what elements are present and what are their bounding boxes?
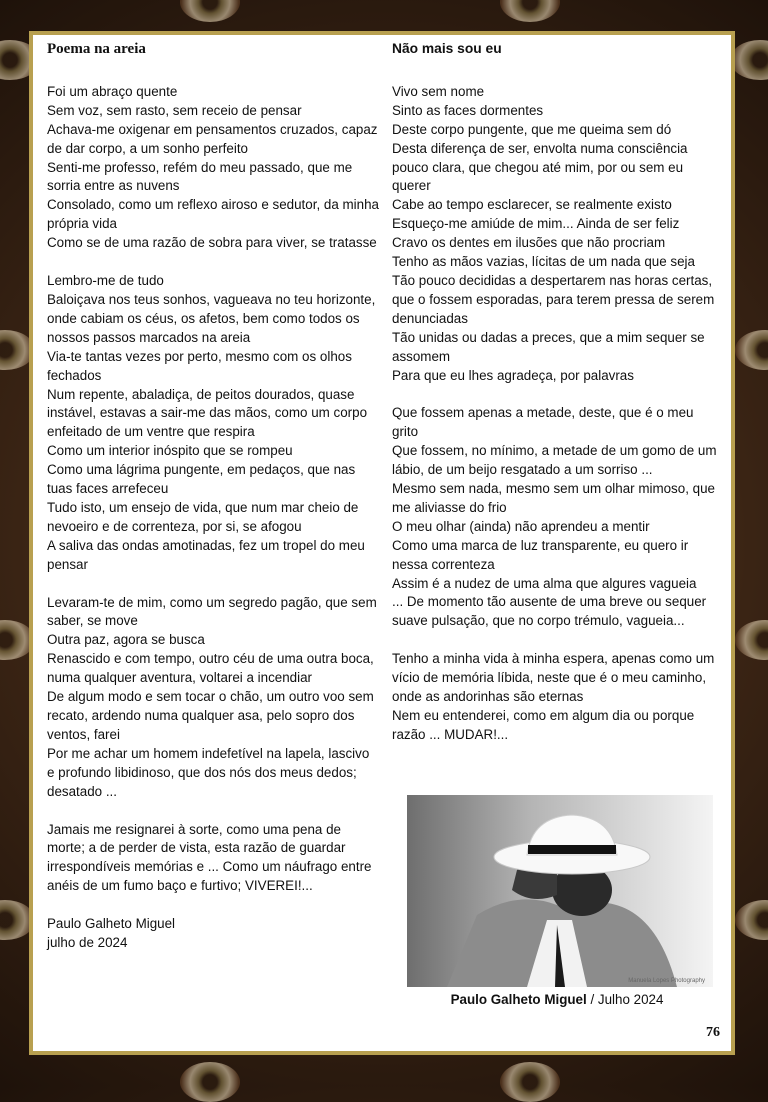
poem-line: Sem voz, sem rasto, sem receio de pensar xyxy=(47,102,302,118)
poem-line: Tudo isto, um ensejo de vida, que num mar cheio de nevoeiro e de correnteza, por si, se afogou xyxy=(47,499,359,534)
poem-line: Tenho a minha vida à minha espera, apenas como um vício de memória líbida, neste que é o meu caminho, onde as andorinhas são eternas xyxy=(392,651,715,705)
poem-line: De algum modo e sem tocar o chão, um outro voo sem recato, ardendo numa qualquer asa, pelo sopro dos ventos, farei xyxy=(47,689,374,742)
background-eye xyxy=(730,40,768,80)
left-poem xyxy=(47,40,379,953)
author-photo-illustration xyxy=(407,795,713,987)
poem-line: Cabe ao tempo esclarecer, se realmente existo xyxy=(392,197,672,213)
poem-line: Via-te tantas vezes por perto, mesmo com os olhos fechados xyxy=(47,348,352,383)
background-eye xyxy=(735,330,768,370)
poem-line: Outra paz, agora se busca xyxy=(47,632,205,648)
poem-line: Para que eu lhes agradeça, por palavras xyxy=(392,367,634,383)
stanza xyxy=(47,272,379,575)
background-eye xyxy=(180,0,240,22)
poem-line: Num repente, abaladiça, de peitos dourados, quase instável, estavas a sair-me das mãos, como um corpo enfeitado de um ventre que respira xyxy=(47,386,368,440)
stanza xyxy=(47,83,379,253)
stanza xyxy=(47,594,379,802)
poem-line: Esqueço-me amiúde de mim... Ainda de ser feliz xyxy=(392,216,680,232)
stanza xyxy=(392,404,722,631)
poem-line: Nem eu entenderei, como em algum dia ou porque razão ... MUDAR!... xyxy=(392,708,695,742)
stanza xyxy=(392,83,722,386)
poem-line: Como uma lágrima pungente, em pedaços, que nas tuas faces arrefeceu xyxy=(47,462,356,497)
background-eye xyxy=(180,1062,240,1102)
author-name: Paulo Galheto Miguel xyxy=(47,916,176,932)
poem-line: Tão unidas ou dadas a preces, que a mim sequer se assomem xyxy=(392,329,705,364)
poem-line: Que fossem, no mínimo, a metade de um gomo de um lábio, de um beijo resgatado a um sorriso ... xyxy=(392,443,717,478)
poem-line: ... De momento tão ausente de uma breve ou sequer suave pulsação, que no corpo trémulo, vagueia... xyxy=(392,594,707,629)
poem-line: Deste corpo pungente, que me queima sem dó xyxy=(392,121,672,137)
poem-line: Foi um abraço quente xyxy=(47,83,178,99)
poem-line: A saliva das ondas amotinadas, fez um tropel do meu pensar xyxy=(47,537,365,572)
poem-line: Jamais me resignarei à sorte, como uma pena de morte; a de perder de vista, esta razão de guardar irrespondíveis memórias e ... Como um náufrago entre anéis de um fumo baço e furtivo; VIVEREI!... xyxy=(47,821,372,894)
poem-line: Como se de uma razão de sobra para viver, se tratasse xyxy=(47,235,377,251)
author-photo xyxy=(407,795,713,987)
poem-line: Desta diferença de ser, envolta numa consciência pouco clara, que chegou até mim, por ou sem eu querer xyxy=(392,140,688,194)
poem-line: Tão pouco decididas a despertarem nas horas certas, que o fossem esporadas, para terem pressa de serem denunciadas xyxy=(392,272,715,326)
caption-name: Paulo Galheto Miguel xyxy=(450,992,587,1007)
poem-line: Que fossem apenas a metade, deste, que é o meu grito xyxy=(392,405,694,440)
poem-line: Renascido e com tempo, outro céu de uma outra boca, numa qualquer aventura, voltarei a incendiar xyxy=(47,651,374,686)
background-eye xyxy=(500,0,560,22)
stanza xyxy=(47,821,379,897)
page-frame xyxy=(29,31,735,1055)
background-eye xyxy=(735,620,768,660)
poem-line: Senti-me professo, refém do meu passado, que me sorria entre as nuvens xyxy=(47,159,353,194)
right-poem-title: Não mais sou eu xyxy=(392,41,502,56)
photo-caption xyxy=(392,992,722,1007)
poem-line: Tenho as mãos vazias, lícitas de um nada que seja xyxy=(392,254,695,270)
poem-line: Cravo os dentes em ilusões que não procriam xyxy=(392,235,666,251)
poem-line: Vivo sem nome xyxy=(392,83,485,99)
right-poem xyxy=(392,40,722,764)
background-eye xyxy=(735,900,768,940)
left-poem-body xyxy=(47,83,379,896)
author-signature xyxy=(47,915,379,953)
caption-date: / Julho 2024 xyxy=(586,992,664,1007)
left-poem-title: Poema na areia xyxy=(47,41,146,57)
poem-line: Lembro-me de tudo xyxy=(47,273,164,289)
poem-line: Sinto as faces dormentes xyxy=(392,102,544,118)
photo-watermark: Manuela Lopes Photography xyxy=(628,978,705,984)
poem-line: Como uma marca de luz transparente, eu quero ir nessa correnteza xyxy=(392,537,689,572)
poem-line: Assim é a nudez de uma alma que algures vagueia xyxy=(392,575,697,591)
background-eye xyxy=(500,1062,560,1102)
poem-line: Achava-me oxigenar em pensamentos cruzados, capaz de dar corpo, a um sonho perfeito xyxy=(47,121,378,156)
poem-line: Como um interior inóspito que se rompeu xyxy=(47,443,293,459)
poem-date: julho de 2024 xyxy=(47,935,128,951)
poem-line: Por me achar um homem indefetível na lapela, lascivo e profundo libidinoso, que dos nós dos meus dedos; desatado ... xyxy=(47,745,370,799)
page-number: 76 xyxy=(706,1025,720,1040)
poem-line: Baloiçava nos teus sonhos, vagueava no teu horizonte, onde cabiam os céus, os afetos, bem como todos os nossos passos marcados na areia xyxy=(47,291,376,345)
poem-line: O meu olhar (ainda) não aprendeu a mentir xyxy=(392,518,650,534)
poem-line: Levaram-te de mim, como um segredo pagão, que sem saber, se move xyxy=(47,594,377,629)
poem-line: Mesmo sem nada, mesmo sem um olhar mimoso, que me aliviasse do frio xyxy=(392,481,715,515)
right-poem-body xyxy=(392,83,722,745)
stanza xyxy=(392,650,722,745)
poem-line: Consolado, como um reflexo airoso e sedutor, da minha própria vida xyxy=(47,197,379,232)
